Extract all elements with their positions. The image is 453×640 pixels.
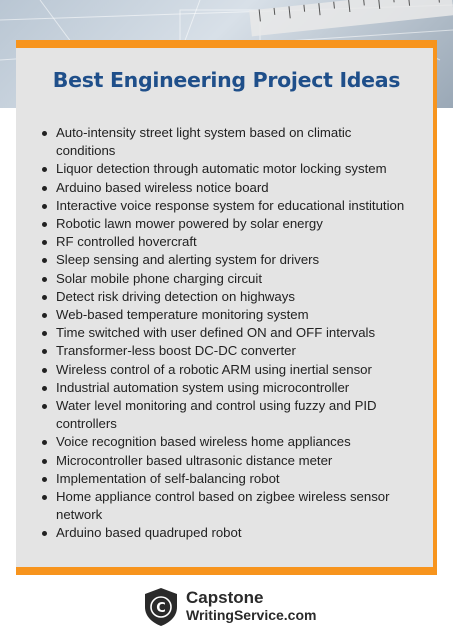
list-item: Sleep sensing and alerting system for drivers — [40, 251, 406, 269]
list-item: RF controlled hovercraft — [40, 233, 406, 251]
list-item: Arduino based wireless notice board — [40, 179, 406, 197]
brand-footer[interactable] — [0, 585, 453, 640]
list-item: Industrial automation system using microcontroller — [40, 379, 406, 397]
ideas-panel — [16, 40, 437, 575]
list-item: Robotic lawn mower powered by solar energy — [40, 215, 406, 233]
list-item: Arduino based quadruped robot — [40, 524, 406, 542]
list-item: Time switched with user defined ON and OFF intervals — [40, 324, 406, 342]
list-item: Web-based temperature monitoring system — [40, 306, 406, 324]
logo-letter: C — [156, 601, 166, 616]
list-item: Transformer-less boost DC-DC converter — [40, 342, 406, 360]
brand-website: WritingService.com — [186, 607, 317, 623]
list-item: Implementation of self-balancing robot — [40, 470, 406, 488]
list-item: Voice recognition based wireless home appliances — [40, 433, 406, 451]
brand-name: Capstone — [186, 588, 264, 607]
list-item: Interactive voice response system for educational institution — [40, 197, 406, 215]
list-item: Auto-intensity street light system based on climatic conditions — [40, 124, 406, 160]
list-item: Microcontroller based ultrasonic distance meter — [40, 452, 406, 470]
list-item: Liquor detection through automatic motor locking system — [40, 160, 406, 178]
ideas-list — [40, 124, 406, 543]
list-item: Detect risk driving detection on highways — [40, 288, 406, 306]
list-item: Home appliance control based on zigbee wireless sensor network — [40, 488, 406, 524]
list-item: Wireless control of a robotic ARM using inertial sensor — [40, 361, 406, 379]
page-title: Best Engineering Project Ideas — [52, 68, 401, 92]
panel-accent-border — [433, 48, 437, 567]
shield-icon — [143, 587, 179, 627]
list-item: Water level monitoring and control using fuzzy and PID controllers — [40, 397, 406, 433]
list-item: Solar mobile phone charging circuit — [40, 270, 406, 288]
